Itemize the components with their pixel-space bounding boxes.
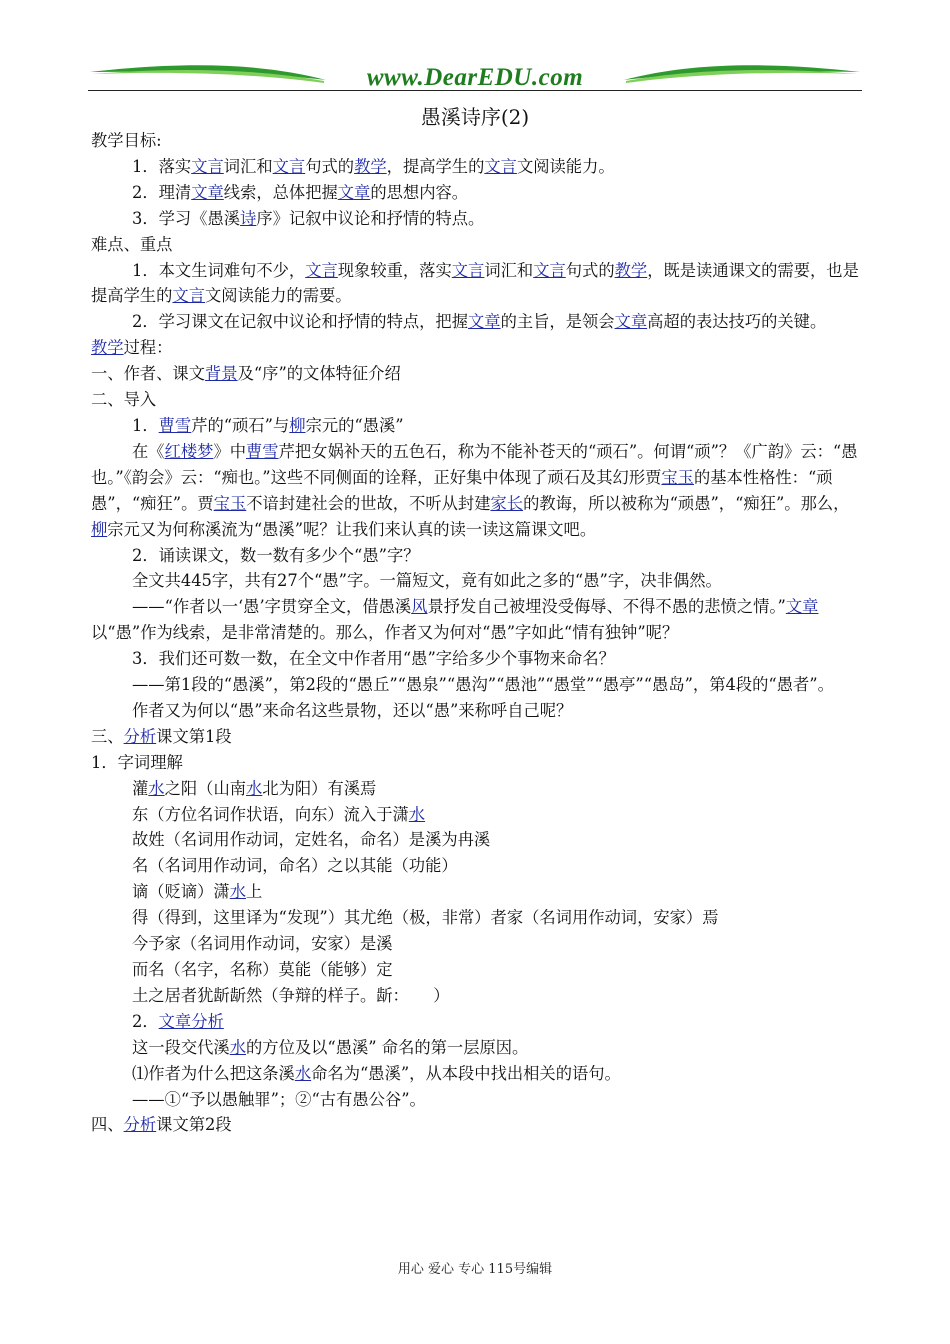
keyword-link[interactable]: 水 [229,882,246,902]
doc-line: 3．学习《愚溪诗序》记叙中议论和抒情的特点。 [132,208,485,228]
keyword-link[interactable]: 教学 [91,338,124,358]
doc-line: 土之居者犹龂龂然（争辩的样子。龂： ） [132,985,450,1005]
doc-line: 谪（贬谪）潇水上 [132,882,263,902]
doc-line: 得（得到，这里译为“发现”）其尤绝（极，非常）者家（名词用作动词，安家）焉 [132,908,719,928]
site-logo: www.DearEDU.com [366,64,584,91]
doc-line: 一、作者、课文背景及“序”的文体特征介绍 [91,364,401,384]
keyword-link[interactable]: 曹雪 [158,415,192,435]
doc-line: ——第1段的“愚溪”，第2段的“愚丘”“愚泉”“愚沟”“愚池”“愚堂”“愚亭”“愚岛”，第4段的“愚者”。 [132,675,834,695]
keyword-link[interactable]: 家长 [490,493,524,513]
keyword-link[interactable]: 宝玉 [213,493,247,513]
keyword-link[interactable]: 水 [246,778,263,798]
keyword-link[interactable]: 水 [294,1063,312,1083]
doc-line: 3．我们还可数一数，在全文中作者用“愚”字给多少个事物来命名？ [132,649,615,669]
page-title: 愚溪诗序(2) [420,105,530,129]
doc-line: ——①“予以愚触罪”；②“古有愚公谷”。 [132,1089,426,1109]
doc-line: 东（方位名词作状语，向东）流入于潇水 [132,804,426,824]
keyword-link[interactable]: 文章分析 [158,1011,224,1031]
keyword-link[interactable]: 文章 [337,182,371,202]
doc-line: 在《红楼梦》中曹雪芹把女娲补天的五色石，称为不能补苍天的“顽石”。何谓“顽”？《广韵》云：“愚也。”《韵会》云：“痴也。”这些不同侧面的诠释，正好集中体现了顽石及其幻形贾宝玉的基本性格性：“顽愚”，“痴狂”。贾宝玉不谙封建社会的世故，不听从封建家长的教诲，所以被称为“顽愚”，“痴狂”。那么，柳宗元又为何称溪流为“愚溪”呢？让我们来认真的读一读这篇课文吧。 [91,441,858,539]
keyword-link[interactable]: 背景 [204,364,238,384]
doc-line: 2．诵读课文，数一数有多少个“愚”字？ [132,545,420,565]
keyword-link[interactable]: 文章 [785,597,819,617]
doc-line: 二、导入 [91,390,157,410]
keyword-link[interactable]: 分析 [123,726,157,746]
doc-line: ⑴作者为什么把这条溪水命名为“愚溪”，从本段中找出相关的语句。 [132,1063,621,1083]
keyword-link[interactable]: 文章 [468,312,501,332]
doc-line: 灌水之阳（山南水北为阳）有溪焉 [132,778,377,798]
doc-line: 今予家（名词用作动词，安家）是溪 [132,934,393,954]
doc-line: 教学过程： [91,338,173,358]
keyword-link[interactable]: 分析 [123,1115,157,1135]
keyword-link[interactable]: 水 [148,778,165,798]
doc-line: 教学目标: [91,131,162,150]
keyword-link[interactable]: 文言 [533,260,566,280]
keyword-link[interactable]: 文言 [191,156,224,176]
doc-line: 三、分析课文第1段 [91,726,232,746]
doc-line: 2．理清文章线索，总体把握文章的思想内容。 [132,182,469,202]
page-footer: 用心 爱心 专心 115号编辑 [397,1262,553,1277]
keyword-link[interactable]: 曹雪 [246,441,279,461]
page-header [88,58,862,98]
doc-line: 这一段交代溪水的方位及以“愚溪” 命名的第一层原因。 [132,1037,529,1057]
keyword-link[interactable]: 诗 [240,208,257,228]
doc-line: 名（名词用作动词，命名）之以其能（功能） [132,856,458,876]
keyword-link[interactable]: 文言 [451,260,485,280]
keyword-link[interactable]: 水 [229,1037,246,1057]
keyword-link[interactable]: 文章 [614,312,648,332]
header-divider [88,90,862,91]
doc-line: 而名（名字，名称）莫能（能够）定 [132,960,393,979]
keyword-link[interactable]: 风 [411,597,428,617]
doc-line: 难点、重点 [91,234,173,254]
keyword-link[interactable]: 红楼梦 [164,441,214,461]
doc-line: 1．曹雪芹的“顽石”与柳宗元的“愚溪” [132,415,404,435]
keyword-link[interactable]: 文言 [305,260,338,280]
keyword-link[interactable]: 水 [408,804,426,824]
doc-line: 1．本文生词难句不少，文言现象较重，落实文言词汇和文言句式的教学，既是读通课文的需要，也是提高学生的文言文阅读能力的需要。 [91,260,859,306]
keyword-link[interactable]: 柳 [289,415,306,435]
keyword-link[interactable]: 柳 [91,519,108,539]
doc-line: 全文共445字，共有27个“愚”字。一篇短文，竟有如此之多的“愚”字，决非偶然。 [132,571,722,591]
doc-line: ——“作者以一‘愚’字贯穿全文，借愚溪风景抒发自己被埋没受侮辱、不得不愚的悲愤之情。”文章以“愚”作为线索，是非常清楚的。那么，作者又为何对“愚”字如此“情有独钟”呢？ [91,597,819,643]
doc-line: 2．学习课文在记叙中议论和抒情的特点，把握文章的主旨，是领会文章高超的表达技巧的关键。 [132,312,827,332]
document-body [91,128,865,1138]
doc-line: 2．文章分析 [132,1011,224,1031]
keyword-link[interactable]: 文言 [172,286,205,306]
doc-line: 1．落实文言词汇和文言句式的教学，提高学生的文言文阅读能力。 [132,156,615,176]
keyword-link[interactable]: 文章 [191,182,224,202]
keyword-link[interactable]: 教学 [614,260,648,280]
keyword-link[interactable]: 文言 [272,156,306,176]
doc-line: 故姓（名词用作动词，定姓名，命名）是溪为冉溪 [132,830,491,850]
doc-line: 1．字词理解 [91,752,183,772]
doc-line: 四、分析课文第2段 [91,1115,232,1135]
keyword-link[interactable]: 宝玉 [661,467,694,487]
keyword-link[interactable]: 文言 [484,156,517,176]
doc-line: 作者又为何以“愚”来命名这些景物，还以“愚”来称呼自己呢？ [132,700,573,720]
keyword-link[interactable]: 教学 [354,156,387,176]
